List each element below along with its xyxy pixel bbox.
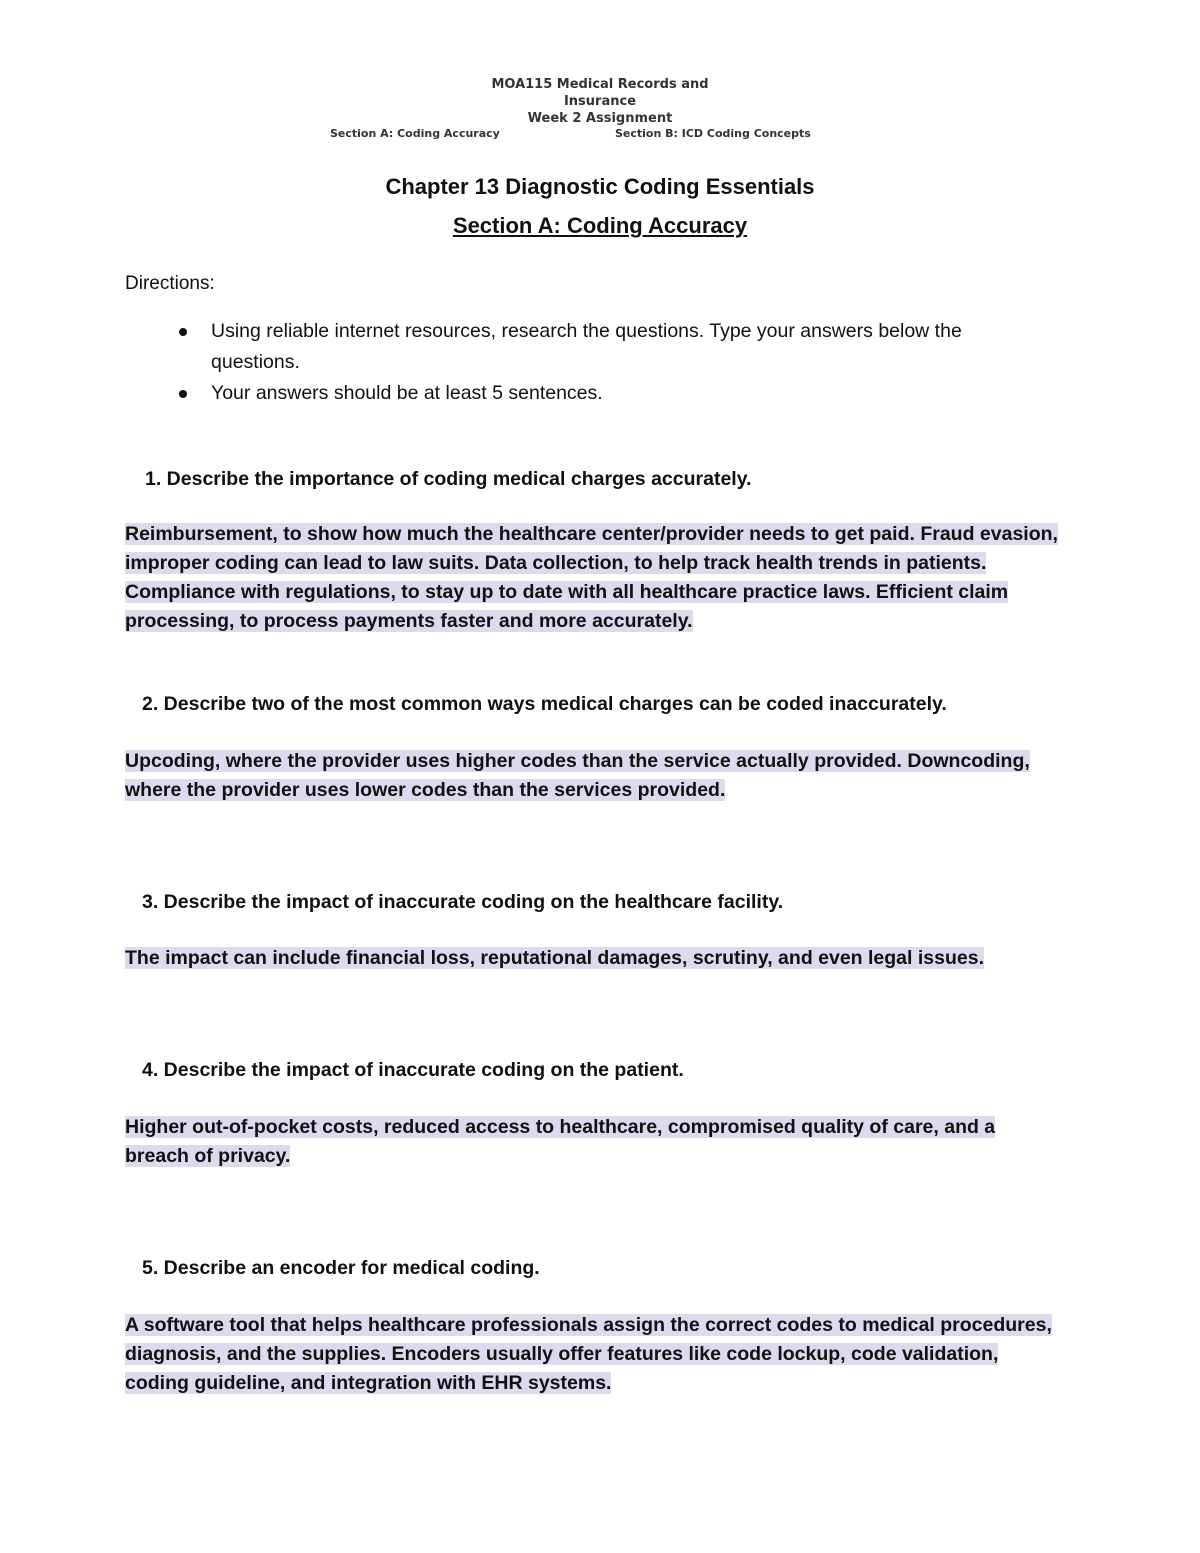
question-2: 2. Describe two of the most common ways medical charges can be coded inaccurately. bbox=[142, 693, 947, 715]
week-assignment: Week 2 Assignment bbox=[527, 111, 673, 126]
directions-list bbox=[125, 316, 1055, 409]
question-5: 5. Describe an encoder for medical coding. bbox=[142, 1257, 540, 1279]
bullet-icon bbox=[179, 328, 187, 336]
answer-3-text[interactable]: The impact can include financial loss, reputational damages, scrutiny, and even legal issues. bbox=[125, 947, 984, 969]
directions-label: Directions: bbox=[125, 273, 215, 294]
bullet-icon bbox=[179, 390, 187, 398]
section-title: Section A: Coding Accuracy bbox=[452, 213, 748, 238]
directions-item bbox=[125, 316, 1055, 378]
course-title-line-1: MOA115 Medical Records and bbox=[491, 77, 709, 92]
answer-2-text[interactable]: Upcoding, where the provider uses higher codes than the service actually provided. Downcoding, where the provider uses lower codes than the services provided. bbox=[125, 750, 1030, 801]
header-section-a: Section A: Coding Accuracy bbox=[330, 127, 500, 140]
directions-item bbox=[125, 378, 1055, 409]
directions-item-text: Your answers should be at least 5 sentences. bbox=[211, 382, 603, 404]
course-title-line-2: Insurance bbox=[563, 94, 637, 109]
answer-4[interactable] bbox=[125, 1113, 1060, 1171]
question-3: 3. Describe the impact of inaccurate coding on the healthcare facility. bbox=[142, 891, 784, 913]
answer-1-text[interactable]: Reimbursement, to show how much the healthcare center/provider needs to get paid. Fraud evasion, improper coding can lead to law suits. Data collection, to help track health trends in patients. Compliance with regulations, to stay up to date with all healthcare practice laws. Efficient claim processing, to process payments faster and more accurately. bbox=[125, 523, 1058, 632]
header-section-b: Section B: ICD Coding Concepts bbox=[615, 127, 811, 140]
directions-item-text: Using reliable internet resources, research the questions. Type your answers below the questions. bbox=[211, 320, 962, 373]
answer-2[interactable] bbox=[125, 747, 1060, 805]
answer-3[interactable] bbox=[125, 944, 1060, 973]
chapter-title: Chapter 13 Diagnostic Coding Essentials bbox=[385, 174, 815, 199]
answer-5-text[interactable]: A software tool that helps healthcare professionals assign the correct codes to medical procedures, diagnosis, and the supplies. Encoders usually offer features like code lockup, code validation, coding guideline, and integration with EHR systems. bbox=[125, 1314, 1052, 1394]
answer-4-text[interactable]: Higher out-of-pocket costs, reduced access to healthcare, compromised quality of care, and a breach of privacy. bbox=[125, 1116, 996, 1167]
answer-1[interactable] bbox=[125, 520, 1060, 636]
question-1: 1. Describe the importance of coding medical charges accurately. bbox=[145, 468, 752, 490]
answer-5[interactable] bbox=[125, 1311, 1060, 1398]
question-4: 4. Describe the impact of inaccurate coding on the patient. bbox=[142, 1059, 684, 1081]
